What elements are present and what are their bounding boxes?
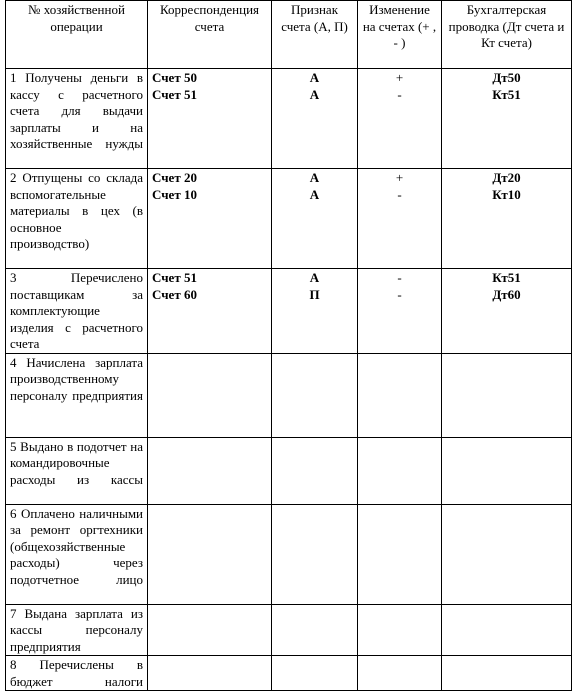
entry-cell <box>442 604 572 656</box>
account: Счет 60 <box>152 286 197 302</box>
header-operation: № хозяйственной операции <box>6 1 148 69</box>
change-cell <box>358 437 442 504</box>
table-row <box>6 169 572 269</box>
change: - <box>397 86 402 102</box>
header-entry: Бухгалтерская проводка (Дт счета и Кт счета) <box>442 1 572 69</box>
table-row <box>6 656 572 691</box>
accounts-cell <box>148 269 272 354</box>
sign-cell <box>272 269 358 354</box>
operation-cell: 5 Выдано в подотчет на командировочные расходы из кассы <box>6 437 148 504</box>
accounts-cell <box>148 604 272 656</box>
entry-cell <box>442 69 572 169</box>
operation-cell: 7 Выдана зарплата из кассы персоналу предприятия <box>6 604 148 656</box>
sign-cell <box>272 169 358 269</box>
account: Счет 51 <box>152 86 197 102</box>
entry: Дт20 <box>492 170 521 185</box>
sign-cell <box>272 604 358 656</box>
sign: А <box>309 86 320 102</box>
entry: Кт10 <box>492 186 521 202</box>
table-header-row <box>6 1 572 69</box>
change-cell <box>358 169 442 269</box>
sign-cell <box>272 504 358 604</box>
sign-cell <box>272 353 358 437</box>
sign: А <box>309 170 320 185</box>
sign-cell <box>272 69 358 169</box>
table-row <box>6 69 572 169</box>
operation-cell: 8 Перечислены в бюджет налоги <box>6 656 148 691</box>
header-sign: Признак счета (А, П) <box>272 1 358 69</box>
entry-cell <box>442 353 572 437</box>
table-row <box>6 604 572 656</box>
accounts-cell <box>148 437 272 504</box>
entry-cell <box>442 437 572 504</box>
header-change: Изменение на счетах (+ , - ) <box>358 1 442 69</box>
operation-cell: 3 Перечислено поставщикам за комплектующие изделия с расчетного счета <box>6 269 148 354</box>
header-accounts: Корреспонденция счета <box>148 1 272 69</box>
table-row <box>6 269 572 354</box>
change-cell <box>358 504 442 604</box>
entry-cell <box>442 269 572 354</box>
accounts-cell <box>148 169 272 269</box>
table-row <box>6 504 572 604</box>
accounts-cell <box>148 656 272 691</box>
accounts-cell <box>148 353 272 437</box>
operation-cell: 1 Получены деньги в кассу с расчетного счета для выдачи зарплаты и на хозяйственные нужды <box>6 69 148 169</box>
change-cell <box>358 353 442 437</box>
account: Счет 51 <box>152 270 197 285</box>
sign-cell <box>272 656 358 691</box>
entry-cell <box>442 169 572 269</box>
change: + <box>395 70 404 85</box>
entry: Кт51 <box>492 86 521 102</box>
operation-cell: 6 Оплачено наличными за ремонт оргтехники (общехозяйственные расходы) через подотчетное лицо <box>6 504 148 604</box>
account: Счет 20 <box>152 170 197 185</box>
operation-cell: 2 Отпущены со склада вспомогательные материалы в цех (в основное производство) <box>6 169 148 269</box>
sign: А <box>309 70 320 85</box>
account: Счет 10 <box>152 186 197 202</box>
sign: А <box>309 270 320 285</box>
sign-cell <box>272 437 358 504</box>
change-cell <box>358 604 442 656</box>
entry: Дт60 <box>492 286 521 302</box>
accounting-table <box>5 0 572 691</box>
account: Счет 50 <box>152 70 197 85</box>
change: + <box>395 170 404 185</box>
change-cell <box>358 69 442 169</box>
entry: Дт50 <box>492 70 521 85</box>
table-row <box>6 437 572 504</box>
entry-cell <box>442 504 572 604</box>
change: - <box>397 270 402 285</box>
change: - <box>397 286 402 302</box>
change: - <box>397 186 402 202</box>
sign: А <box>309 186 320 202</box>
sign: П <box>309 286 320 302</box>
accounts-cell <box>148 504 272 604</box>
table-row <box>6 353 572 437</box>
entry: Кт51 <box>492 270 521 285</box>
accounts-cell <box>148 69 272 169</box>
entry-cell <box>442 656 572 691</box>
operation-cell: 4 Начислена зарплата производственному персоналу предприятия <box>6 353 148 437</box>
change-cell <box>358 656 442 691</box>
change-cell <box>358 269 442 354</box>
